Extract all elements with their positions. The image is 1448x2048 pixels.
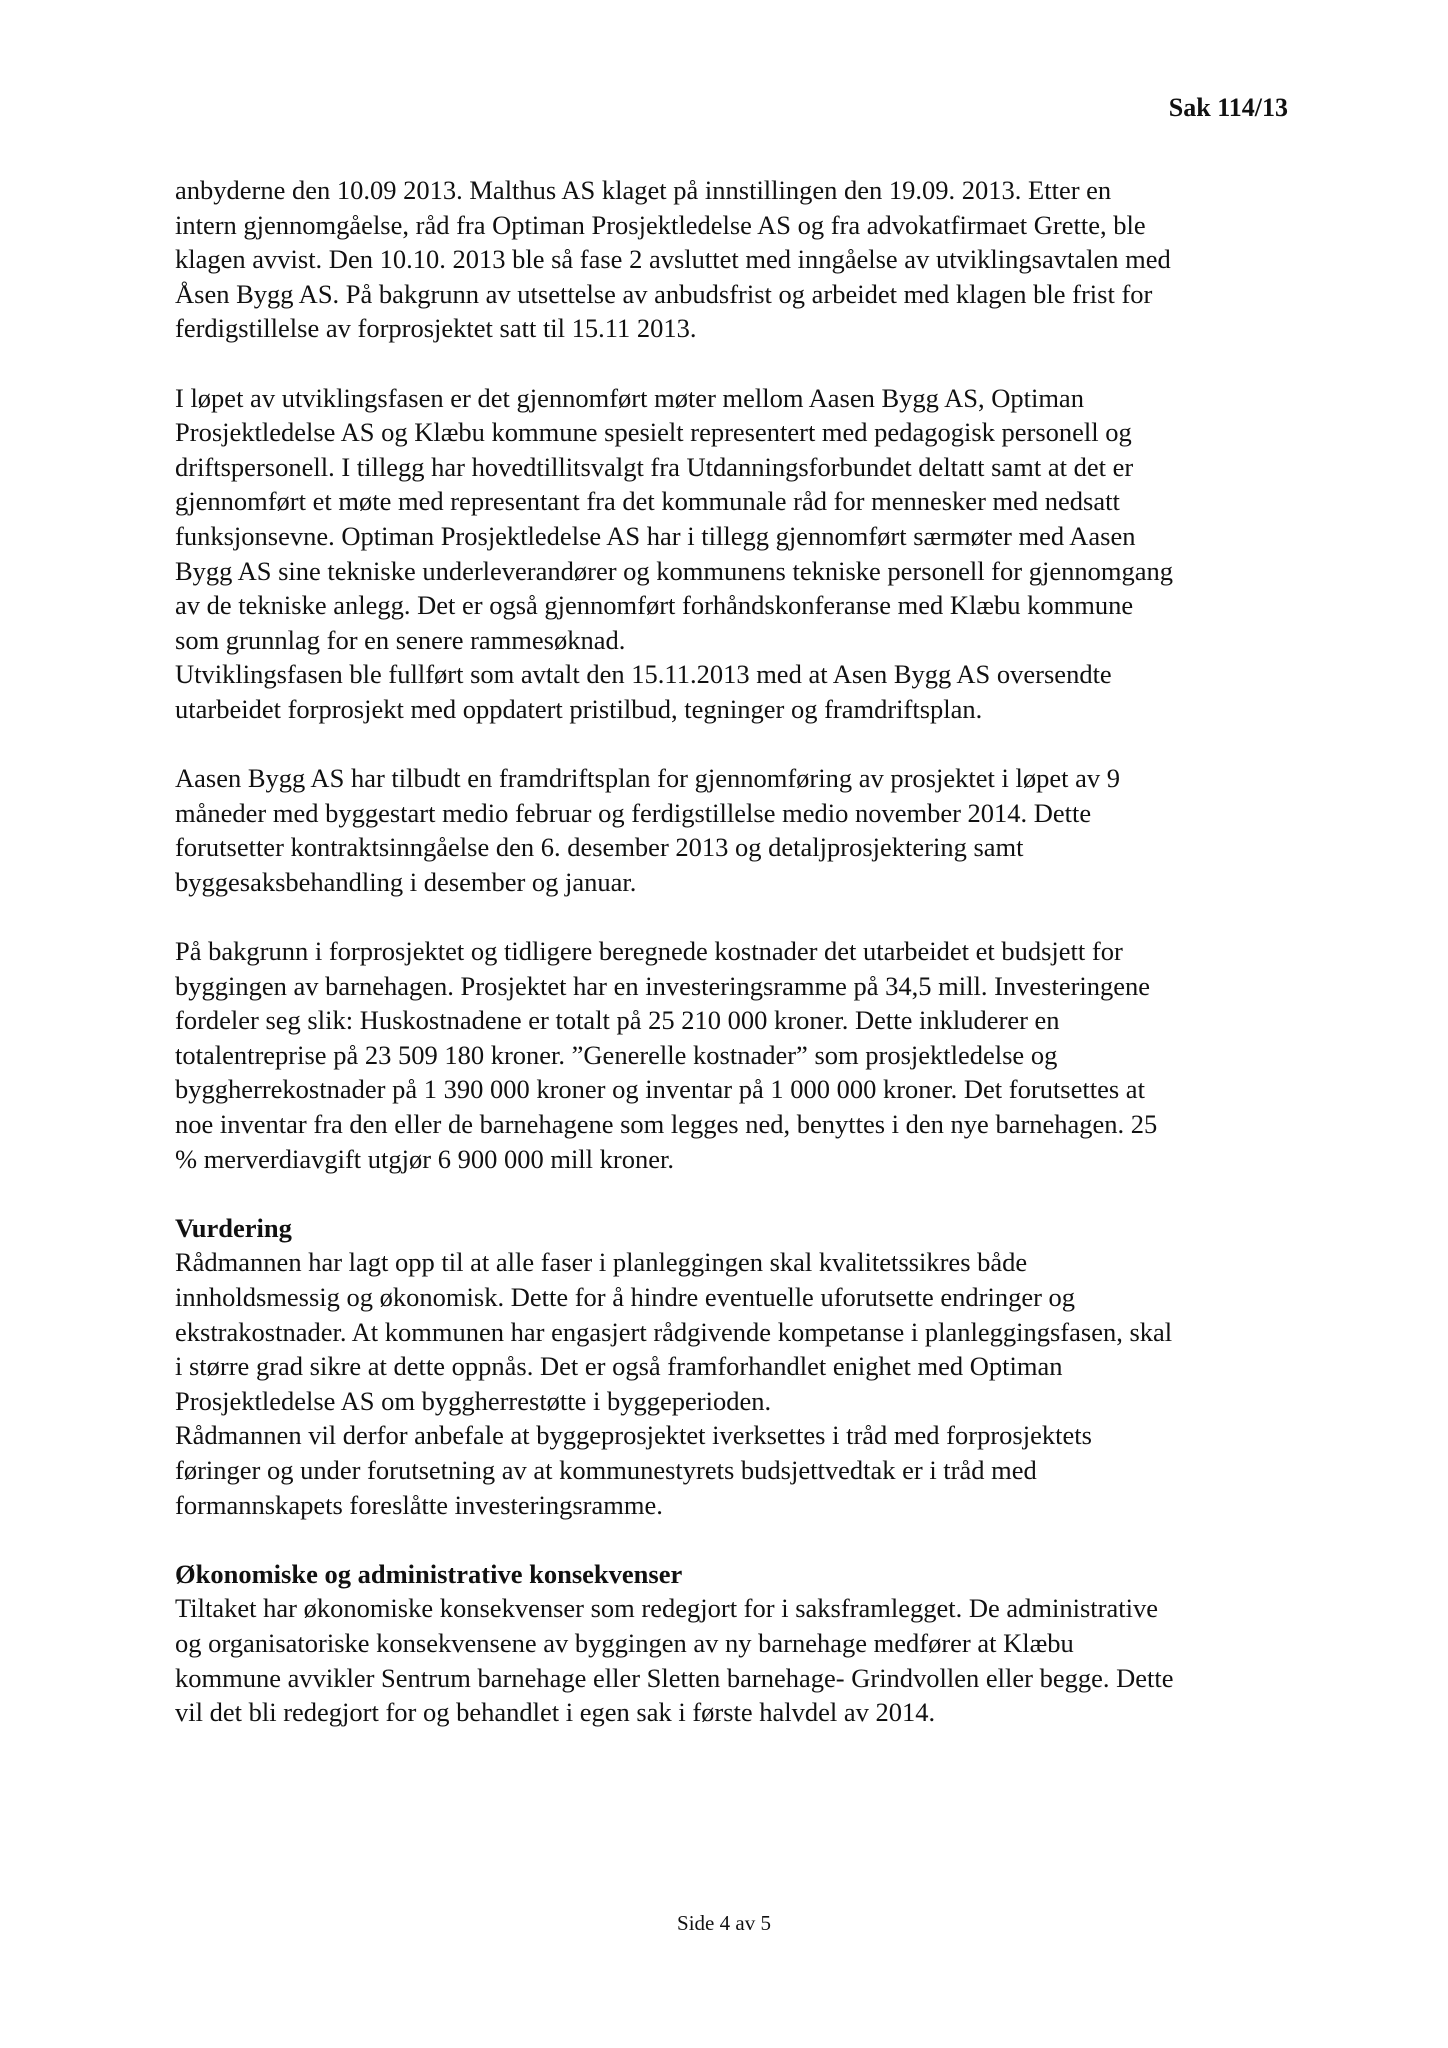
text-line: innholdsmessig og økonomisk. Dette for å hindre eventuelle uforutsette endringer og	[175, 1282, 1076, 1312]
text-line: Utviklingsfasen ble fullført som avtalt den 15.11.2013 med at Asen Bygg AS oversendte	[175, 659, 1112, 690]
text-line: totalentreprise på 23 509 180 kroner. ”Generelle kostnader” som prosjektledelse og	[175, 1039, 1058, 1070]
text-line: I løpet av utviklingsfasen er det gjennomført møter mellom Aasen Bygg AS, Optiman	[175, 382, 1084, 413]
text-line: På bakgrunn i forprosjektet og tidligere beregnede kostnader det utarbeidet et budsjett for	[175, 936, 1123, 967]
text-line: klagen avvist. Den 10.10. 2013 ble så fase 2 avsluttet med inngåelse av utviklingsavtalen med	[175, 244, 1171, 275]
text-line: byggesaksbehandling i desember og januar.	[175, 866, 637, 897]
text-line: føringer og under forutsetning av at kommunestyrets budsjettvedtak er i tråd med	[175, 1454, 1037, 1485]
text-line: intern gjennomgåelse, råd fra Optiman Prosjektledelse AS og fra advokatfirmaet Grette, ble	[175, 209, 1146, 240]
text-line: funksjonsevne. Optiman Prosjektledelse AS har i tillegg gjennomført særmøter med Aasen	[175, 520, 1136, 551]
case-number: Sak 114/13	[1168, 93, 1288, 122]
text-line: som grunnlag for en senere rammesøknad.	[175, 624, 626, 655]
text-line: ekstrakostnader. At kommunen har engasjert rådgivende kompetanse i planleggingsfasen, skal	[175, 1316, 1173, 1347]
text-line: byggherrekostnader på 1 390 000 kroner og inventar på 1 000 000 kroner. Det forutsettes at	[175, 1074, 1145, 1105]
text-line: byggingen av barnehagen. Prosjektet har en investeringsramme på 34,5 mill. Investeringene	[175, 970, 1151, 1001]
section-vurdering	[175, 1211, 1295, 1522]
text-line: Prosjektledelse AS om byggherrestøtte i byggeperioden.	[175, 1385, 772, 1416]
text-line: gjennomført et møte med representant fra det kommunale råd for mennesker med nedsatt	[175, 486, 1120, 517]
paragraph-schedule	[175, 761, 1295, 899]
text-line: av de tekniske anlegg. Det er også gjennomført forhåndskonferanse med Klæbu kommune	[175, 590, 1134, 621]
section-consequences	[175, 1557, 1295, 1730]
text-line: formannskapets foreslåtte investeringsramme.	[175, 1489, 663, 1520]
text-line: ferdigstillelse av forprosjektet satt til 15.11 2013.	[175, 313, 697, 344]
text-line: Aasen Bygg AS har tilbudt en framdriftsplan for gjennomføring av prosjektet i løpet av 9	[175, 763, 1120, 794]
paragraph-development-phase	[175, 381, 1295, 727]
text-line: noe inventar fra den eller de barnehagene som legges ned, benyttes i den nye barnehagen. 25	[175, 1109, 1158, 1140]
text-line: anbyderne den 10.09 2013. Malthus AS klaget på innstillingen den 19.09. 2013. Etter en	[175, 175, 1112, 205]
text-line: fordeler seg slik: Huskostnadene er totalt på 25 210 000 kroner. Dette inkluderer en	[175, 1005, 1060, 1036]
text-line: utarbeidet forprosjekt med oppdatert pristilbud, tegninger og framdriftsplan.	[175, 693, 983, 724]
page-footer: Side 4 av 5	[677, 1911, 771, 1935]
text-line: Rådmannen vil derfor anbefale at byggeprosjektet iverksettes i tråd med forprosjektets	[175, 1420, 1092, 1451]
text-line: måneder med byggestart medio februar og ferdigstillelse medio november 2014. Dette	[175, 797, 1092, 828]
text-line: og organisatoriske konsekvensene av byggingen av ny barnehage medfører at Klæbu	[175, 1627, 1074, 1658]
text-line: driftspersonell. I tillegg har hovedtillitsvalgt fra Utdanningsforbundet deltatt samt at det er	[175, 451, 1134, 482]
text-line: Bygg AS sine tekniske underleverandører og kommunens tekniske personell for gjennomgang	[175, 555, 1173, 586]
paragraph-budget	[175, 934, 1295, 1176]
text-line: kommune avvikler Sentrum barnehage eller Sletten barnehage- Grindvollen eller begge. Dette	[175, 1662, 1174, 1693]
section-heading: Vurdering	[175, 1212, 292, 1243]
text-line: Rådmannen har lagt opp til at alle faser i planleggingen skal kvalitetssikres både	[175, 1247, 1028, 1278]
text-line: Prosjektledelse AS og Klæbu kommune spesielt representert med pedagogisk personell og	[175, 417, 1132, 448]
text-line: vil det bli redegjort for og behandlet i egen sak i første halvdel av 2014.	[175, 1697, 936, 1728]
paragraph-tender-complaint	[175, 173, 1295, 346]
text-line: Tiltaket har økonomiske konsekvenser som redegjort for i saksframlegget. De administrative	[175, 1593, 1158, 1624]
section-heading: Økonomiske og administrative konsekvenser	[175, 1558, 683, 1589]
text-line: forutsetter kontraktsinngåelse den 6. desember 2013 og detaljprosjektering samt	[175, 832, 1024, 863]
text-line: % merverdiavgift utgjør 6 900 000 mill kroner.	[175, 1143, 674, 1174]
text-line: Åsen Bygg AS. På bakgrunn av utsettelse av anbudsfrist og arbeidet med klagen ble frist for	[175, 278, 1153, 309]
text-line: i større grad sikre at dette oppnås. Det er også framforhandlet enighet med Optiman	[175, 1351, 1063, 1382]
document-body	[175, 173, 1295, 1730]
